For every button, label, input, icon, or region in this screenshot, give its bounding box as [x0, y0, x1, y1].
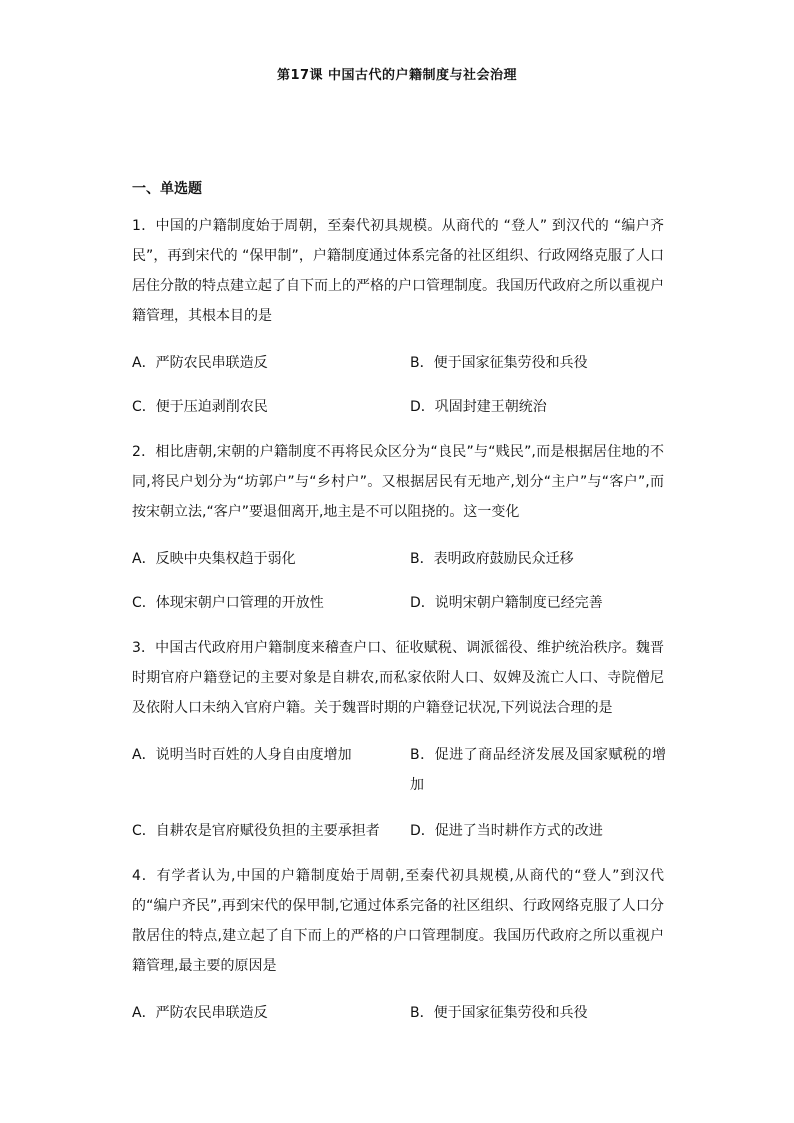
question-1-stem: 1．中国的户籍制度始于周朝，至秦代初具规模。从商代的 “登人” 到汉代的 “编户齐民”，再到宋代的 “保甲制”，户籍制度通过体系完备的社区组织、行政网络克服了人口居住分散的特点建立起了自下而上的严格的户口管理制度。我国历代政府之所以重视户籍管理，其根本目的是	[132, 218, 664, 324]
question-1-option-d: D．巩固封建王朝统治	[410, 399, 547, 415]
question-3-option-d: D．促进了当时耕作方式的改进	[410, 823, 603, 839]
question-3-option-c: C．自耕农是官府赋役负担的主要承担者	[132, 823, 380, 839]
section-heading: 一、单选题	[132, 181, 202, 197]
question-1-option-b: B．便于国家征集劳役和兵役	[410, 355, 588, 371]
question-2-option-a: A．反映中央集权趋于弱化	[132, 551, 296, 567]
question-2-option-b: B．表明政府鼓励民众迁移	[410, 551, 574, 567]
question-2-stem: 2．相比唐朝,宋朝的户籍制度不再将民众区分为“良民”与“贱民”,而是根据居住地的不同,将民户划分为“坊郭户”与“乡村户”。又根据居民有无地产,划分“主户”与“客户”,而按宋朝立法,“客户”要退佃离开,地主是不可以阻挠的。这一变化	[132, 444, 664, 520]
question-1-option-a: A．严防农民串联造反	[132, 355, 268, 371]
page-title: 第17课 中国古代的户籍制度与社会治理	[276, 68, 518, 83]
question-4-option-a: A．严防农民串联造反	[132, 1005, 268, 1021]
question-2-option-d: D．说明宋朝户籍制度已经完善	[410, 595, 603, 611]
question-4-stem: 4．有学者认为,中国的户籍制度始于周朝,至秦代初具规模,从商代的“登人”到汉代的“编户齐民”,再到宋代的保甲制,它通过体系完备的社区组织、行政网络克服了人口分散居住的特点,建立起了自下而上的严格的户口管理制度。我国历代政府之所以重视户籍管理,最主要的原因是	[132, 868, 664, 974]
question-1-option-c: C．便于压迫剥削农民	[132, 399, 268, 415]
question-3-option-b: B．促进了商品经济发展及国家赋税的增加	[410, 747, 666, 793]
question-4-option-b: B．便于国家征集劳役和兵役	[410, 1005, 588, 1021]
question-3-stem: 3．中国古代政府用户籍制度来稽查户口、征收赋税、调派徭役、维护统治秩序。魏晋时期官府户籍登记的主要对象是自耕农,而私家依附人口、奴婢及流亡人口、寺院僧尼及依附人口未纳入官府户籍。关于魏晋时期的户籍登记状况,下列说法合理的是	[132, 640, 664, 716]
question-2-option-c: C．体现宋朝户口管理的开放性	[132, 595, 324, 611]
question-3-option-a: A．说明当时百姓的人身自由度增加	[132, 747, 352, 763]
